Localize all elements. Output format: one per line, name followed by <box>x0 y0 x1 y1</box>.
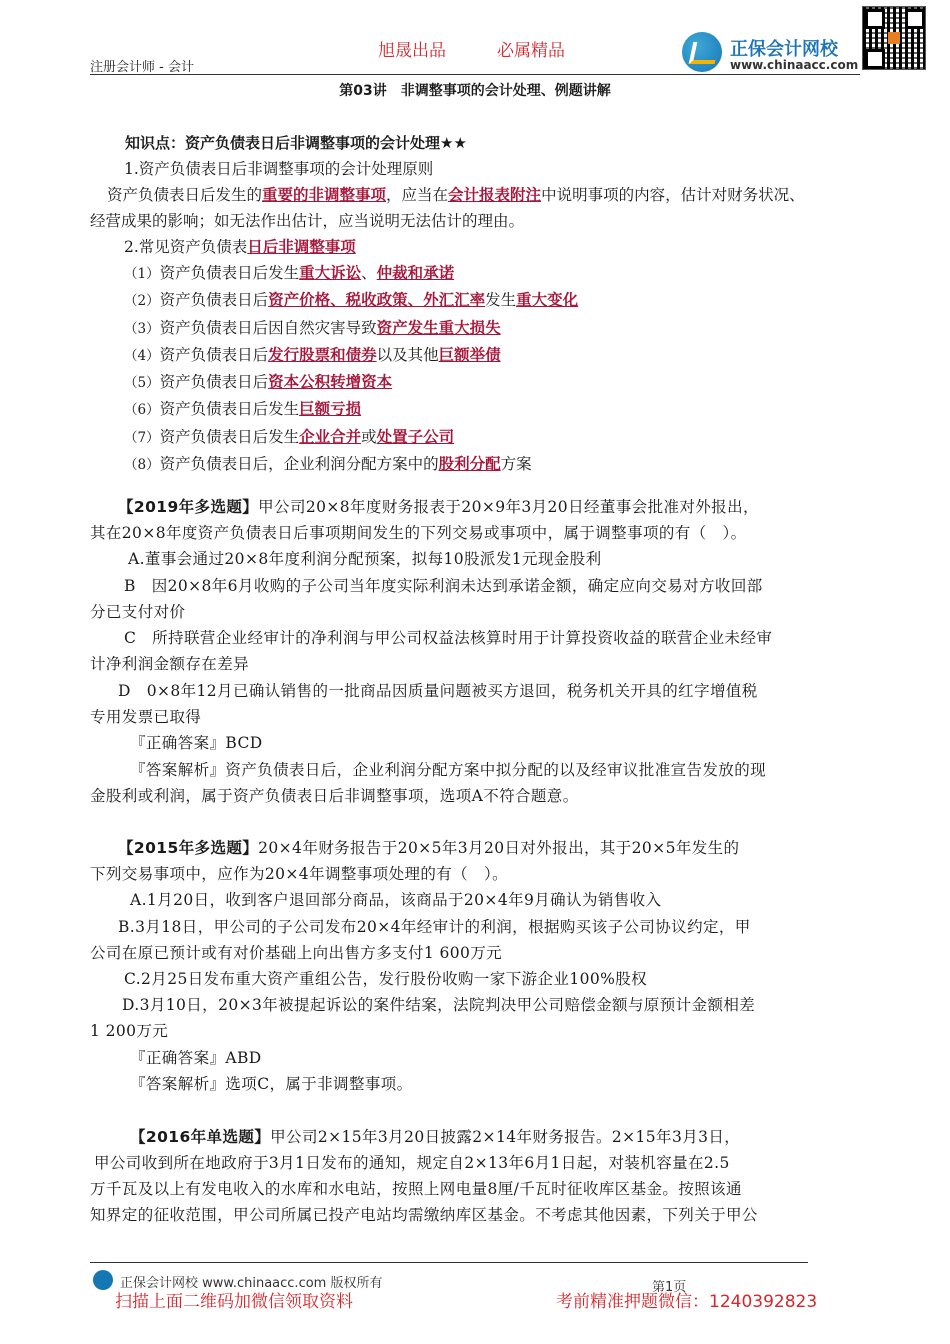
q2019-option-d: D 0×8年12月已确认销售的一批商品因质量问题被买方退回，税务机关开具的红字增值税 <box>118 682 758 700</box>
q2015-answer: 『正确答案』ABD <box>130 1049 262 1067</box>
section-1-paragraph-cont: 经营成果的影响；如无法作出估计，应当说明无法估计的理由。 <box>90 212 525 230</box>
q2019-stem-cont: 其在20×8年度资产负债表日后事项期间发生的下列交易或事项中，属于调整事项的有（ ）。 <box>90 524 747 542</box>
highlight-term: 资产发生重大损失 <box>376 317 501 337</box>
q2015-analysis: 『答案解析』选项C，属于非调整事项。 <box>130 1075 413 1093</box>
highlight-term: 会计报表附注 <box>448 185 542 204</box>
q2015-stem-cont: 下列交易事项中，应作为20×4年调整事项处理的有（ ）。 <box>90 865 509 883</box>
q2019-option-a: A.董事会通过20×8年度利润分配预案，拟每10股派发1元现金股利 <box>128 550 602 568</box>
q2015-option-a: A.1月20日，收到客户退回部分商品，该商品于20×4年9月确认为销售收入 <box>130 891 662 909</box>
highlight-term: 股利分配 <box>438 454 501 474</box>
highlight-term: 日后非调整事项 <box>247 237 356 256</box>
q2016-stem-cont-3: 知界定的征收范围，甲公司所属已投产电站均需缴纳库区基金。不考虑其他因素，下列关于甲公 <box>90 1206 758 1224</box>
knowledge-item: （1）资产负债表日后发生重大诉讼、仲裁和承诺 <box>124 263 455 282</box>
chinaacc-logo-icon <box>93 1270 113 1290</box>
header-rule <box>90 74 860 75</box>
highlight-term: 企业合并 <box>299 426 362 446</box>
q2015-option-d-cont: 1 200万元 <box>90 1022 169 1040</box>
q2019-option-b-cont: 分已支付对价 <box>90 603 186 621</box>
knowledge-item: （3）资产负债表日后因自然灾害导致资产发生重大损失 <box>124 317 501 337</box>
lecture-title: 第03讲 非调整事项的会计处理、例题讲解 <box>339 83 611 99</box>
section-1-paragraph: 资产负债表日后发生的重要的非调整事项，应当在会计报表附注中说明事项的内容，估计对财务状况、 <box>107 185 805 204</box>
promo-scan-qr: 扫描上面二维码加微信领取资料 <box>115 1292 353 1312</box>
knowledge-item: （6）资产负债表日后发生巨额亏损 <box>124 399 362 419</box>
q2015-option-d: D.3月10日，20×3年被提起诉讼的案件结案，法院判决甲公司赔偿金额与原预计金额相差 <box>122 996 756 1014</box>
q2016-stem-cont-2: 万千瓦及以上有发电收入的水库和水电站，按照上网电量8厘/千瓦时征收库区基金。按照该通 <box>90 1180 742 1198</box>
q2019-tag: 【2019年多选题】 <box>118 498 259 516</box>
q2019-option-c: C 所持联营企业经审计的净利润与甲公司权益法核算时用于计算投资收益的联营企业未经审 <box>124 629 773 647</box>
knowledge-title: 知识点：资产负债表日后非调整事项的会计处理★★ <box>125 134 467 152</box>
highlight-term: 仲裁和承诺 <box>376 263 455 282</box>
q2015-stem: 【2015年多选题】20×4年财务报告于20×5年3月20日对外报出，其于20×5年发生的 <box>118 839 740 857</box>
chinaacc-logo-icon <box>682 32 722 72</box>
knowledge-item: （2）资产负债表日后资产价格、税收政策、外汇汇率发生重大变化 <box>124 290 579 310</box>
footer-rule <box>90 1262 808 1263</box>
page-number: 第1页 <box>652 1280 687 1295</box>
q2019-option-b: B 因20×8年6月收购的子公司当年度实际利润未达到承诺金额，确定应向交易对方收回部 <box>124 577 763 595</box>
knowledge-item: （5）资产负债表日后资本公积转增资本 <box>124 372 393 392</box>
highlight-term: 巨额举债 <box>438 344 501 364</box>
q2015-option-b-cont: 公司在原已预计或有对价基础上向出售方多支付1 600万元 <box>90 944 503 962</box>
slogan-right: 必属精品 <box>497 41 565 61</box>
knowledge-item: （8）资产负债表日后，企业利润分配方案中的股利分配方案 <box>124 454 532 474</box>
q2016-stem: 【2016年单选题】甲公司2×15年3月20日披露2×14年财务报告。2×15年3月3日， <box>130 1128 741 1146</box>
highlight-term: 重要的非调整事项 <box>262 185 387 204</box>
logo-name: 正保会计网校 <box>730 39 838 60</box>
highlight-term: 资产价格、税收政策、外汇汇率 <box>268 290 486 310</box>
q2019-analysis: 『答案解析』资产负债表日后，企业利润分配方案中拟分配的以及经审议批准宣告发放的现 <box>130 761 767 779</box>
q2016-stem-cont-1: 甲公司收到所在地政府于3月1日发布的通知，规定自2×13年6月1日起，对装机容量在2.5 <box>94 1154 730 1172</box>
section-2-heading: 2.常见资产负债表日后非调整事项 <box>124 237 356 256</box>
q2019-option-c-cont: 计净利润金额存在差异 <box>90 655 250 673</box>
knowledge-item: （7）资产负债表日后发生企业合并或处置子公司 <box>124 426 455 446</box>
item-list <box>124 260 864 478</box>
q2016-tag: 【2016年单选题】 <box>130 1128 271 1146</box>
highlight-term: 处置子公司 <box>376 426 455 446</box>
course-name: 注册会计师 - 会计 <box>90 60 194 75</box>
logo-url: www.chinaacc.com <box>730 58 859 72</box>
footer-copyright: 正保会计网校 www.chinaacc.com 版权所有 <box>120 1276 383 1291</box>
slogan-left: 旭晟出品 <box>378 41 446 61</box>
highlight-term: 重大变化 <box>516 290 579 310</box>
highlight-term: 发行股票和债券 <box>268 344 377 364</box>
q2015-option-b: B.3月18日，甲公司的子公司发布20×4年经审计的利润，根据购买该子公司协议约定，甲 <box>118 918 751 936</box>
q2019-answer: 『正确答案』BCD <box>130 734 263 752</box>
highlight-term: 重大诉讼 <box>299 263 362 282</box>
q2015-tag: 【2015年多选题】 <box>118 839 259 857</box>
highlight-term: 巨额亏损 <box>299 399 362 419</box>
section-1-heading: 1.资产负债表日后非调整事项的会计处理原则 <box>124 160 434 178</box>
q2019-stem: 【2019年多选题】甲公司20×8年度财务报表于20×9年3月20日经董事会批准对外报出， <box>118 498 759 516</box>
qr-code-icon <box>862 6 926 70</box>
q2019-analysis-cont: 金股利或利润，属于资产负债表日后非调整事项，选项A不符合题意。 <box>90 787 579 805</box>
q2019-option-d-cont: 专用发票已取得 <box>90 708 202 726</box>
highlight-term: 资本公积转增资本 <box>268 372 393 392</box>
promo-wechat: 考前精准押题微信：1240392823 <box>556 1292 818 1312</box>
knowledge-item: （4）资产负债表日后发行股票和债券以及其他巨额举债 <box>124 344 501 364</box>
q2015-option-c: C.2月25日发布重大资产重组公告，发行股份收购一家下游企业100%股权 <box>124 970 648 988</box>
